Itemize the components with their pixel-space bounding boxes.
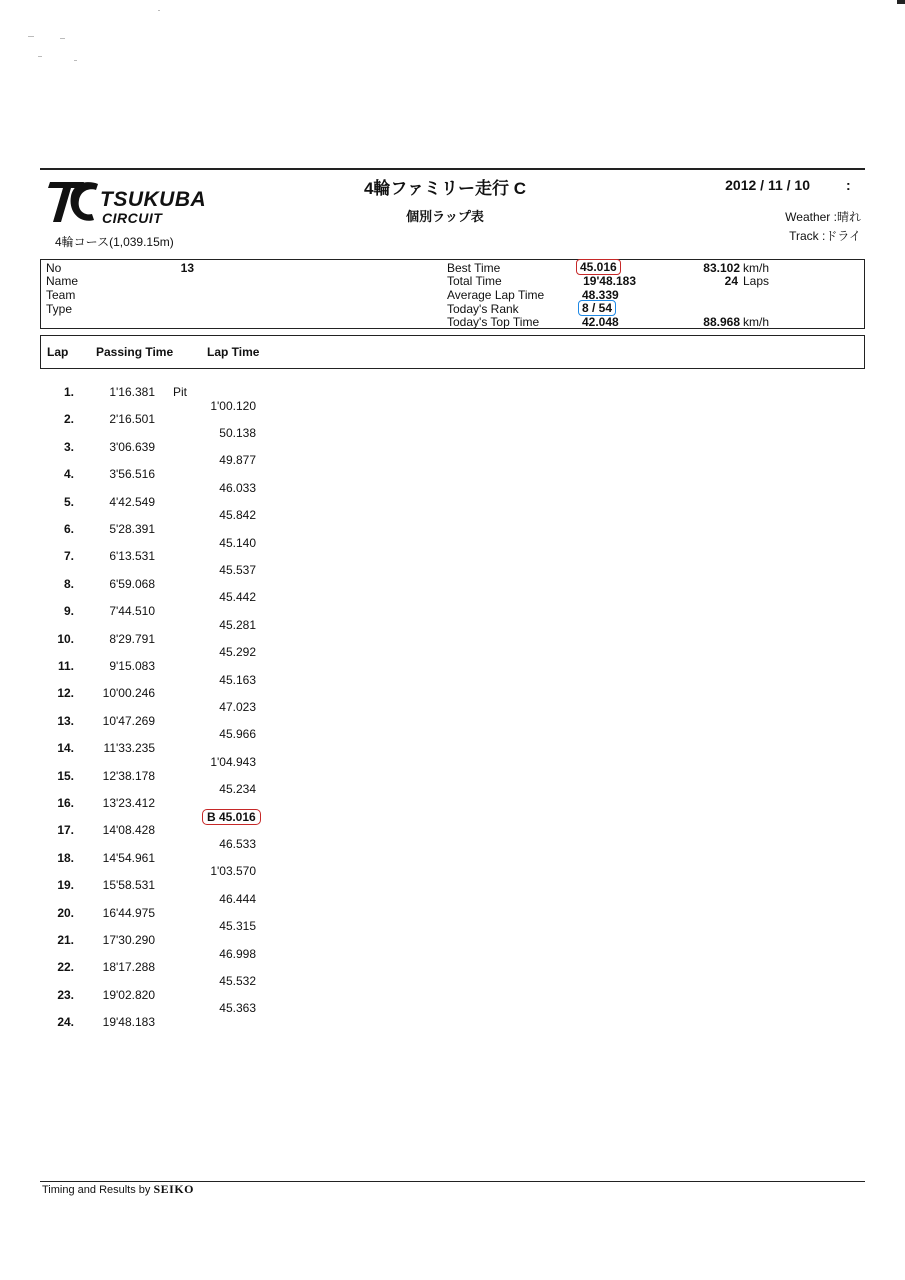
lap-time: 1'00.120: [210, 398, 256, 413]
passing-time: 17'30.290: [102, 933, 155, 947]
passing-time: 15'58.531: [102, 878, 155, 893]
lap-number: 4.: [63, 467, 74, 482]
passing-time: 4'42.549: [109, 494, 155, 509]
best-speed-unit: km/h: [743, 261, 770, 275]
lap-number: 15.: [57, 768, 74, 783]
lap-time: 45.140: [219, 535, 256, 550]
lap-time: 46.998: [219, 946, 256, 961]
rank-value: [578, 301, 616, 315]
weather-value: 晴れ: [836, 210, 861, 224]
best-lap-time: B 45.016: [202, 809, 261, 825]
lap-number: 18.: [57, 850, 74, 865]
footer-text: Timing and Results by: [42, 1184, 151, 1196]
passing-time: 16'44.975: [102, 905, 155, 920]
passing-time: 7'44.510: [109, 604, 155, 619]
logo-sub: CIRCUIT: [102, 210, 163, 226]
lap-number: 1.: [63, 385, 74, 399]
lap-number: 8.: [63, 576, 74, 591]
top-speed: 88.968: [703, 315, 740, 329]
passing-time: 10'00.246: [102, 686, 155, 701]
lap-number: 11.: [57, 659, 74, 673]
avg-lap-value: 48.339: [582, 288, 619, 302]
passing-time: 13'23.412: [102, 796, 155, 810]
lap-time: 1'04.943: [210, 754, 256, 769]
lap-time: 45.292: [219, 645, 256, 660]
lap-time: 45.363: [219, 1001, 256, 1016]
passing-time: 6'59.068: [109, 576, 155, 591]
lap-time: 47.023: [219, 699, 256, 714]
lap-time: 45.532: [219, 973, 256, 988]
col-passing-time: Passing Time: [96, 345, 174, 359]
passing-time: 14'08.428: [102, 823, 155, 838]
passing-time: 3'56.516: [109, 467, 155, 482]
name-label: Name: [46, 274, 79, 288]
lap-number: 20.: [57, 905, 74, 920]
top-time-label: Today's Top Time: [447, 315, 540, 329]
lap-time: 45.842: [219, 508, 256, 523]
track-condition: [789, 227, 861, 244]
lap-time: 50.138: [219, 425, 256, 440]
lap-number: 9.: [63, 604, 74, 619]
lap-time: 46.444: [219, 891, 256, 906]
lap-number: 10.: [57, 631, 74, 646]
track-value: ドライ: [825, 229, 861, 243]
sheet-title: 個別ラップ表: [406, 209, 484, 224]
col-lap: Lap: [47, 345, 69, 359]
passing-time: 9'15.083: [109, 659, 155, 673]
laps-unit: Laps: [743, 274, 770, 288]
top-speed-unit: km/h: [743, 315, 770, 329]
course-name: 4輪コース(1,039.15m): [55, 235, 174, 249]
col-lap-time: Lap Time: [207, 345, 260, 359]
event-title: 4輪ファミリー走行 C: [363, 179, 527, 198]
pit-marker: Pit: [173, 385, 188, 399]
time-colon: :: [846, 177, 851, 193]
passing-time: 14'54.961: [102, 850, 155, 865]
logo-brand: TSUKUBA: [100, 188, 207, 211]
lap-number: 6.: [63, 522, 74, 536]
lap-time: 45.315: [219, 919, 256, 934]
date: 2012 / 11 / 10: [725, 177, 810, 193]
passing-time: 11'33.235: [103, 741, 155, 756]
passing-time: 19'48.183: [102, 1015, 155, 1030]
lap-number: 7.: [63, 549, 74, 564]
passing-time: 6'13.531: [109, 549, 155, 564]
lap-number: 14.: [57, 741, 74, 756]
tc-logo-icon: [44, 178, 102, 226]
best-time-label: Best Time: [447, 261, 501, 275]
lap-number: 17.: [57, 823, 74, 838]
lap-time: 1'03.570: [210, 864, 256, 879]
lap-number: 13.: [57, 713, 74, 728]
weather: [785, 208, 861, 225]
total-time-value: 19'48.183: [583, 274, 636, 288]
passing-time: 3'06.639: [109, 439, 155, 454]
lap-number: 12.: [57, 686, 74, 701]
lap-time: 49.877: [219, 453, 256, 468]
lap-time: 45.234: [219, 782, 256, 797]
passing-time: 1'16.381: [109, 385, 155, 399]
top-time-value: 42.048: [582, 315, 619, 329]
passing-time: 19'02.820: [102, 987, 155, 1002]
rank-highlight: 8 / 54: [578, 300, 616, 316]
no-label: No: [46, 261, 62, 275]
passing-time: 18'17.288: [102, 960, 155, 975]
best-time-value: [576, 260, 621, 274]
top-rule: [40, 168, 865, 170]
no-value: 13: [180, 261, 194, 275]
passing-time: 2'16.501: [109, 412, 155, 427]
lap-time: 46.533: [219, 836, 256, 851]
lap-number: 5.: [63, 494, 74, 509]
lap-time: 45.442: [219, 590, 256, 605]
lap-number: 24.: [57, 1015, 74, 1030]
footer-credit: [42, 1182, 194, 1197]
lap-time: 46.033: [219, 480, 256, 495]
passing-time: 8'29.791: [109, 631, 155, 646]
lap-number: 3.: [63, 439, 74, 454]
type-label: Type: [46, 302, 73, 316]
lap-time: 45.281: [219, 617, 256, 632]
lap-time: 45.163: [219, 672, 256, 687]
weather-label: Weather :: [785, 210, 837, 224]
lap-number: 23.: [57, 987, 74, 1002]
lap-time: 45.966: [219, 727, 256, 742]
avg-lap-label: Average Lap Time: [447, 288, 545, 302]
lap-number: 16.: [57, 796, 74, 810]
passing-time: 12'38.178: [102, 768, 155, 783]
lap-number: 22.: [57, 960, 74, 975]
total-time-label: Total Time: [447, 274, 502, 288]
best-time-highlight: 45.016: [576, 259, 621, 275]
lap-number: 19.: [57, 878, 74, 893]
passing-time: 10'47.269: [102, 713, 155, 728]
rank-label: Today's Rank: [447, 302, 519, 316]
track-label: Track :: [789, 229, 826, 243]
team-label: Team: [46, 288, 76, 302]
lap-time: 45.537: [219, 562, 256, 577]
passing-time: 5'28.391: [109, 522, 155, 536]
laps-count: 24: [724, 274, 738, 288]
lap-number: 21.: [57, 933, 74, 947]
best-speed: 83.102: [703, 261, 740, 275]
seiko-brand: SEIKO: [153, 1182, 194, 1196]
lap-number: 2.: [63, 412, 74, 427]
